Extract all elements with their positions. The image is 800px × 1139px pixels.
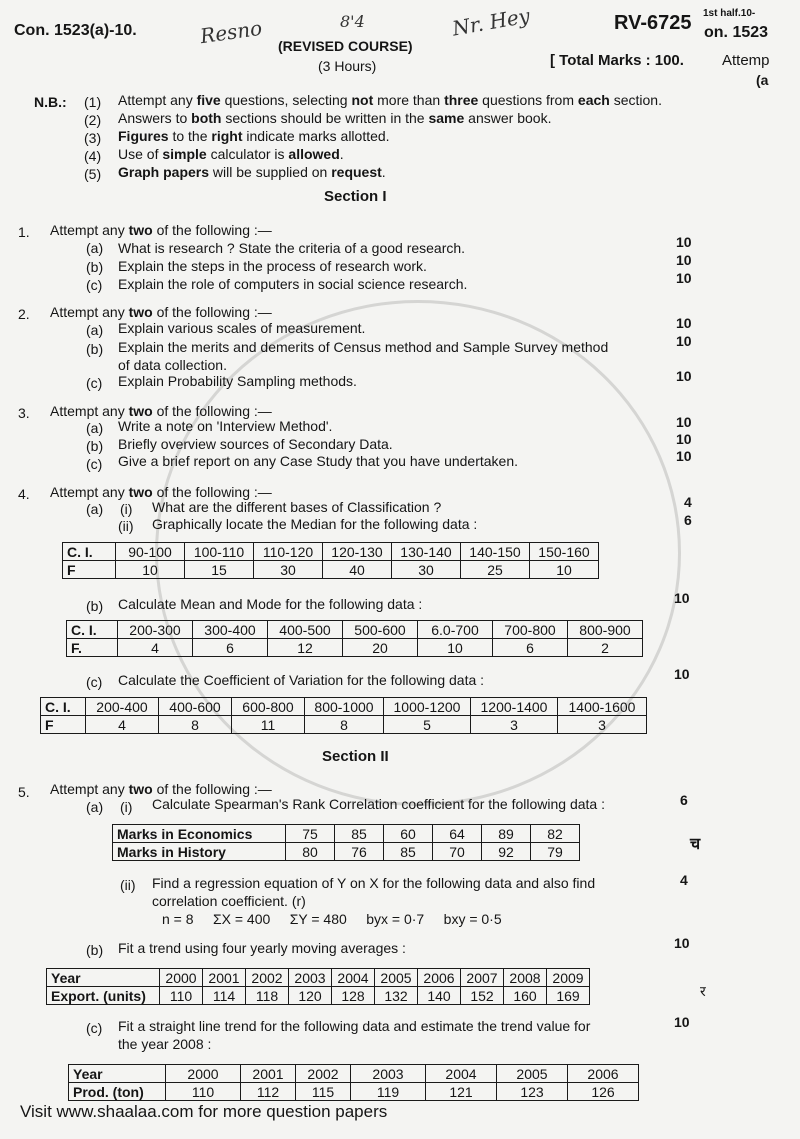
q4-ai: What are the different bases of Classification ?: [152, 499, 442, 515]
q4-c: Calculate the Coefficient of Variation for the following data :: [118, 672, 485, 688]
section-1-title: Section I: [324, 188, 387, 205]
table-cell: 1000-1200: [384, 698, 471, 716]
table-cell: 12: [268, 639, 343, 657]
table-cell: 2004: [332, 969, 375, 987]
table-cell: 700-800: [493, 621, 568, 639]
mean-mode-data-table: [66, 620, 643, 657]
q4-b: Calculate Mean and Mode for the following data :: [118, 596, 423, 612]
q4-ai-marks: 4: [684, 494, 692, 510]
table-cell: Export. (units): [47, 987, 160, 1005]
table-row: [67, 639, 643, 657]
q3-a-label: (a): [86, 420, 104, 436]
side-mark-1: च: [690, 834, 701, 853]
q3-c-marks: 10: [676, 448, 692, 464]
table-cell: 126: [568, 1083, 639, 1101]
side-mark-2: र: [700, 984, 706, 1000]
paper-code: RV-6725: [614, 12, 692, 34]
q3-c-label: (c): [86, 456, 103, 472]
table-cell: 132: [375, 987, 418, 1005]
q3-b: Briefly overview sources of Secondary Data.: [118, 436, 393, 452]
nb-item-text: Answers to both sections should be written in the same answer book.: [118, 110, 552, 126]
q3-a-marks: 10: [676, 414, 692, 430]
q2-b2: of data collection.: [118, 357, 227, 373]
q4-c-marks: 10: [674, 666, 690, 682]
nb-item-number: (5): [84, 166, 102, 182]
q4-number: 4.: [18, 486, 30, 502]
table-cell: Marks in Economics: [113, 825, 286, 843]
table-cell: 6: [193, 639, 268, 657]
table-cell: 500-600: [343, 621, 418, 639]
table-cell: 152: [461, 987, 504, 1005]
q5-ai-marks: 6: [680, 792, 688, 808]
table-cell: 20: [343, 639, 418, 657]
q1-number: 1.: [18, 224, 30, 240]
table-row: [67, 621, 643, 639]
table-cell: 119: [351, 1083, 426, 1101]
table-cell: 2007: [461, 969, 504, 987]
nb-item-text: Figures to the right indicate marks allotted.: [118, 128, 390, 144]
table-cell: 85: [384, 843, 433, 861]
total-marks: [ Total Marks : 100.: [550, 52, 684, 69]
table-cell: 2008: [504, 969, 547, 987]
q1-a: What is research ? State the criteria of a good research.: [118, 240, 466, 256]
table-cell: 4: [118, 639, 193, 657]
table-cell: 140-150: [461, 543, 530, 561]
q5-aii-2: correlation coefficient. (r): [152, 893, 306, 909]
table-cell: 600-800: [232, 698, 305, 716]
cv-data-table: [40, 697, 647, 734]
q5-c-2: the year 2008 :: [118, 1036, 212, 1052]
attempt-cutoff: Attemp: [722, 52, 770, 69]
table-cell: 8: [159, 716, 232, 734]
table-cell: 400-600: [159, 698, 232, 716]
table-cell: 92: [482, 843, 531, 861]
q4-ai-label: (i): [120, 501, 133, 517]
q4-a-label: (a): [86, 501, 104, 517]
q1-c-marks: 10: [676, 270, 692, 286]
table-cell: 6: [493, 639, 568, 657]
table-cell: 2003: [351, 1065, 426, 1083]
q1-b-marks: 10: [676, 252, 692, 268]
table-cell: C. I.: [63, 543, 116, 561]
q4-b-marks: 10: [674, 590, 690, 606]
table-cell: 120: [289, 987, 332, 1005]
q4-stem: Attempt any two of the following :—: [50, 484, 272, 500]
nb-item-number: (3): [84, 130, 102, 146]
q3-c: Give a brief report on any Case Study that you have undertaken.: [118, 453, 519, 469]
q4-aii-marks: 6: [684, 512, 692, 528]
table-cell: 160: [504, 987, 547, 1005]
nb-item-number: (2): [84, 112, 102, 128]
q1-b: Explain the steps in the process of research work.: [118, 258, 427, 274]
q2-c-marks: 10: [676, 368, 692, 384]
table-cell: 2006: [568, 1065, 639, 1083]
table-cell: 2004: [426, 1065, 497, 1083]
table-cell: 4: [86, 716, 159, 734]
table-cell: 1400-1600: [558, 698, 647, 716]
table-cell: 123: [497, 1083, 568, 1101]
table-cell: 10: [530, 561, 599, 579]
table-cell: 64: [433, 825, 482, 843]
q5-aii-marks: 4: [680, 872, 688, 888]
table-cell: 1200-1400: [471, 698, 558, 716]
q4-aii: Graphically locate the Median for the following data :: [152, 516, 478, 532]
table-cell: 82: [531, 825, 580, 843]
q5-aii-1: Find a regression equation of Y on X for the following data and also find: [152, 875, 596, 891]
table-cell: 800-1000: [305, 698, 384, 716]
table-cell: Marks in History: [113, 843, 286, 861]
table-cell: 10: [418, 639, 493, 657]
table-cell: 169: [547, 987, 590, 1005]
table-cell: 2: [568, 639, 643, 657]
q1-b-label: (b): [86, 259, 104, 275]
attempt-cutoff-2: (a: [756, 72, 769, 88]
table-row: [113, 843, 580, 861]
production-data-table: [68, 1064, 639, 1101]
q2-a: Explain various scales of measurement.: [118, 320, 366, 336]
table-cell: 70: [433, 843, 482, 861]
table-cell: 2000: [160, 969, 203, 987]
table-row: [69, 1083, 639, 1101]
table-cell: 15: [185, 561, 254, 579]
nb-item-text: Attempt any five questions, selecting not more than three questions from each section.: [118, 92, 662, 108]
duration: (3 Hours): [318, 58, 377, 74]
q2-stem: Attempt any two of the following :—: [50, 304, 272, 320]
q3-number: 3.: [18, 405, 30, 421]
q2-c: Explain Probability Sampling methods.: [118, 373, 357, 389]
table-cell: 2001: [241, 1065, 296, 1083]
table-cell: 8: [305, 716, 384, 734]
table-cell: 25: [461, 561, 530, 579]
table-cell: Year: [69, 1065, 166, 1083]
table-cell: 2003: [289, 969, 332, 987]
handwritten-note-1: Resno: [198, 15, 264, 49]
table-cell: 112: [241, 1083, 296, 1101]
table-cell: 2002: [246, 969, 289, 987]
q5-c-1: Fit a straight line trend for the following data and estimate the trend value for: [118, 1018, 591, 1034]
q2-a-marks: 10: [676, 315, 692, 331]
table-cell: 11: [232, 716, 305, 734]
q5-aii-label: (ii): [120, 877, 136, 893]
table-row: [63, 543, 599, 561]
table-cell: 100-110: [185, 543, 254, 561]
rank-correlation-table: [112, 824, 580, 861]
table-cell: 114: [203, 987, 246, 1005]
table-row: [41, 716, 647, 734]
q3-stem: Attempt any two of the following :—: [50, 403, 272, 419]
q2-a-label: (a): [86, 322, 104, 338]
table-cell: 90-100: [116, 543, 185, 561]
q3-a: Write a note on 'Interview Method'.: [118, 418, 333, 434]
q3-b-label: (b): [86, 438, 104, 454]
table-cell: 110-120: [254, 543, 323, 561]
q2-b1: Explain the merits and demerits of Census method and Sample Survey method: [118, 339, 609, 355]
q1-a-label: (a): [86, 240, 104, 256]
table-row: [63, 561, 599, 579]
table-cell: 300-400: [193, 621, 268, 639]
section-2-title: Section II: [322, 748, 389, 765]
q5-ai: Calculate Spearman's Rank Correlation coefficient for the following data :: [152, 796, 605, 812]
table-cell: 115: [296, 1083, 351, 1101]
nb-item-text: Graph papers will be supplied on request.: [118, 164, 386, 180]
q5-stem: Attempt any two of the following :—: [50, 781, 272, 797]
q1-a-marks: 10: [676, 234, 692, 250]
table-cell: 85: [335, 825, 384, 843]
export-data-table: [46, 968, 590, 1005]
q5-b-label: (b): [86, 942, 104, 958]
table-cell: C. I.: [41, 698, 86, 716]
q4-c-label: (c): [86, 674, 103, 690]
table-cell: Prod. (ton): [69, 1083, 166, 1101]
table-cell: 10: [116, 561, 185, 579]
table-cell: 89: [482, 825, 531, 843]
table-cell: 2001: [203, 969, 246, 987]
table-cell: 80: [286, 843, 335, 861]
table-cell: 2000: [166, 1065, 241, 1083]
q2-number: 2.: [18, 306, 30, 322]
table-cell: 140: [418, 987, 461, 1005]
table-cell: 3: [558, 716, 647, 734]
q5-a-label: (a): [86, 799, 104, 815]
q4-aii-label: (ii): [118, 518, 134, 534]
table-cell: 2002: [296, 1065, 351, 1083]
nb-item-text: Use of simple calculator is allowed.: [118, 146, 344, 162]
table-cell: 76: [335, 843, 384, 861]
table-cell: 2009: [547, 969, 590, 987]
course-label: (REVISED COURSE): [278, 38, 413, 54]
handwritten-note-2: 8'4: [340, 12, 365, 31]
table-cell: Year: [47, 969, 160, 987]
table-row: [47, 969, 590, 987]
table-cell: 128: [332, 987, 375, 1005]
table-row: [47, 987, 590, 1005]
handwritten-note-3: Nr. Hey: [450, 3, 532, 41]
table-cell: 400-500: [268, 621, 343, 639]
side-con-code: on. 1523: [704, 24, 769, 41]
nb-item-number: (1): [84, 94, 102, 110]
table-cell: 118: [246, 987, 289, 1005]
q1-stem: Attempt any two of the following :—: [50, 222, 272, 238]
median-data-table: [62, 542, 599, 579]
q5-b: Fit a trend using four yearly moving averages :: [118, 940, 406, 956]
table-cell: 79: [531, 843, 580, 861]
table-cell: C. I.: [67, 621, 118, 639]
table-cell: 2005: [375, 969, 418, 987]
table-cell: F.: [67, 639, 118, 657]
table-row: [69, 1065, 639, 1083]
table-cell: 150-160: [530, 543, 599, 561]
q5-ai-label: (i): [120, 799, 133, 815]
table-cell: 5: [384, 716, 471, 734]
table-cell: 200-400: [86, 698, 159, 716]
table-row: [41, 698, 647, 716]
table-cell: 6.0-700: [418, 621, 493, 639]
q5-number: 5.: [18, 784, 30, 800]
q2-b-label: (b): [86, 341, 104, 357]
table-cell: 30: [392, 561, 461, 579]
q2-b-marks: 10: [676, 333, 692, 349]
table-cell: 130-140: [392, 543, 461, 561]
q5-c-label: (c): [86, 1020, 103, 1036]
q5-aii-values: n = 8 ΣX = 400 ΣY = 480 byx = 0·7 bxy = 0·5: [162, 911, 502, 927]
nb-label: N.B.:: [34, 94, 67, 110]
table-row: [113, 825, 580, 843]
table-cell: 40: [323, 561, 392, 579]
q1-c: Explain the role of computers in social science research.: [118, 276, 468, 292]
q4-b-label: (b): [86, 598, 104, 614]
q2-c-label: (c): [86, 375, 103, 391]
table-cell: F: [63, 561, 116, 579]
table-cell: 30: [254, 561, 323, 579]
q5-c-marks: 10: [674, 1014, 690, 1030]
table-cell: 120-130: [323, 543, 392, 561]
table-cell: 110: [160, 987, 203, 1005]
table-cell: 3: [471, 716, 558, 734]
side-top-text: 1st half.10-: [703, 8, 756, 19]
table-cell: 121: [426, 1083, 497, 1101]
footer-note: Visit www.shaalaa.com for more question papers: [20, 1102, 388, 1121]
paper-con-code: Con. 1523(a)-10.: [14, 22, 137, 39]
table-cell: 800-900: [568, 621, 643, 639]
table-cell: 110: [166, 1083, 241, 1101]
q3-b-marks: 10: [676, 431, 692, 447]
table-cell: 60: [384, 825, 433, 843]
table-cell: 75: [286, 825, 335, 843]
q1-c-label: (c): [86, 277, 103, 293]
q5-b-marks: 10: [674, 935, 690, 951]
table-cell: F: [41, 716, 86, 734]
table-cell: 200-300: [118, 621, 193, 639]
nb-item-number: (4): [84, 148, 102, 164]
table-cell: 2006: [418, 969, 461, 987]
table-cell: 2005: [497, 1065, 568, 1083]
